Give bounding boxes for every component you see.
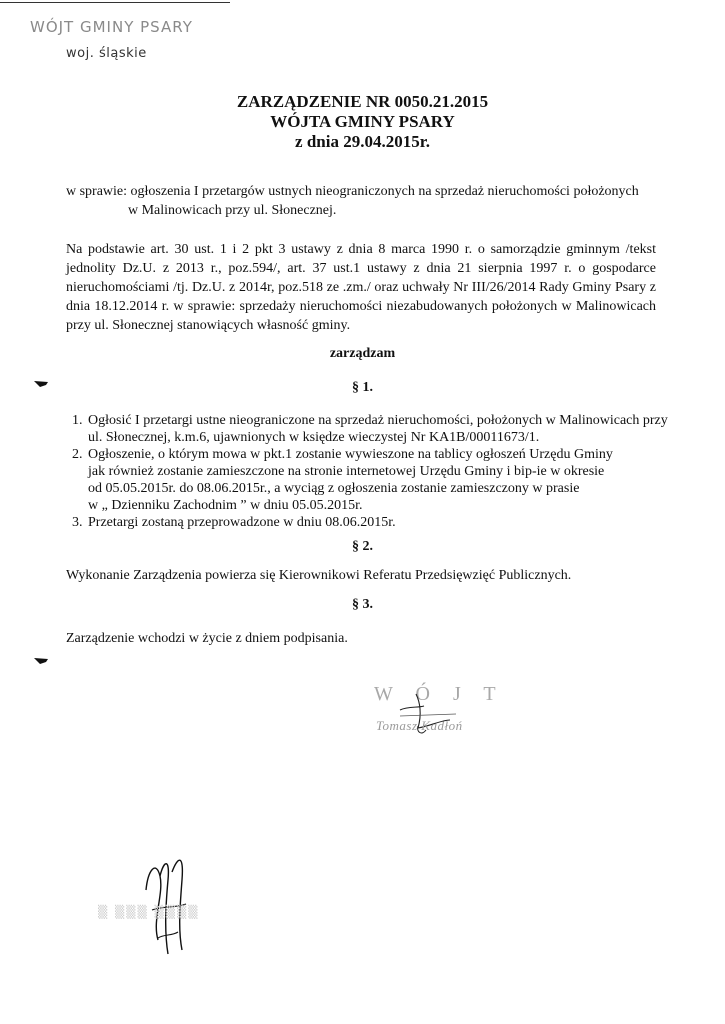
office-stamp-line1: WÓJT GMINY PSARY [30, 18, 193, 36]
list-item [86, 412, 686, 446]
legal-basis: Na podstawie art. 30 ust. 1 i 2 pkt 3 ustawy z dnia 8 marca 1990 r. o samorządzie gminnym /tekst jednolity Dz.U. z 2013 r., poz.594/, art. 37 ust.1 ustawy z dnia 21 sierpnia 1997 r. o gospodarce nieruchomościami /tj. Dz.U. z 2014r, poz.518 ze .zm./ oraz uchwały Nr III/26/2014 Rady Gminy Psary z dnia 18.12.2014 r. w sprawie: sprzedaży nieruchomości niezabudowanych położonych w Malinowicach przy ul. Słonecznej stanowiących własność gminy. [66, 242, 656, 333]
section-2-text: Wykonanie Zarządzenia powierza się Kierownikowi Referatu Przedsięwzięć Publicznych. [66, 568, 572, 583]
item-2-line-1: Ogłoszenie, o którym mowa w pkt.1 zostanie wywieszone na tablicy ogłoszeń Urzędu Gminy [88, 447, 613, 462]
item-2-line-4: w „ Dzienniku Zachodnim ” w dniu 05.05.2015r. [88, 498, 363, 513]
faded-stamp-text: ▒ ▒▒▒ ▒▒▒▒ [98, 905, 200, 919]
section-3-text: Zarządzenie wchodzi w życie z dniem podpisania. [66, 631, 348, 646]
item-1-line-1: Ogłosić I przetargi ustne nieograniczone na sprzedaż nieruchomości, położonych w Malinowicach przy [88, 413, 668, 428]
item-1-line-2: ul. Słonecznej, k.m.6, ujawnionych w księdze wieczystej Nr KA1B/00011673/1. [88, 430, 540, 445]
top-rule [0, 2, 230, 3]
punch-mark-icon [34, 658, 48, 664]
item-2-line-3: od 05.05.2015r. do 08.06.2015r., a wyciąg z ogłoszenia zostanie zamieszczony w prasie [88, 481, 580, 496]
decree-items [66, 412, 686, 531]
item-3-line-1: Przetargi zostaną przeprowadzone w dniu 08.06.2015r. [88, 515, 396, 530]
list-item [86, 446, 686, 514]
item-2-line-2: jak również zostanie zamieszczone na stronie internetowej Urzędu Gminy i bip-ie w okresie [88, 464, 605, 479]
subject [66, 182, 676, 220]
stamp-title: W Ó J T [374, 683, 505, 705]
section-3-heading: § 3. [352, 597, 373, 612]
title-line-1: ZARZĄDZENIE NR 0050.21.2015 [236, 92, 489, 111]
decree-word: zarządzam [329, 346, 396, 361]
section-2-heading: § 2. [352, 539, 373, 554]
subject-line-2: w Malinowicach przy ul. Słonecznej. [128, 203, 337, 218]
signatory-name: Tomasz Kadłoń [376, 718, 463, 733]
title-line-3: z dnia 29.04.2015r. [295, 132, 430, 151]
office-stamp-line2: woj. śląskie [66, 46, 147, 61]
title-line-2: WÓJTA GMINY PSARY [270, 112, 455, 131]
list-item [86, 514, 686, 531]
subject-line-1: w sprawie: ogłoszenia I przetargów ustnych nieograniczonych na sprzedaż nieruchomości położonych [66, 184, 639, 199]
section-1-heading: § 1. [352, 380, 373, 395]
document-title [0, 92, 725, 152]
